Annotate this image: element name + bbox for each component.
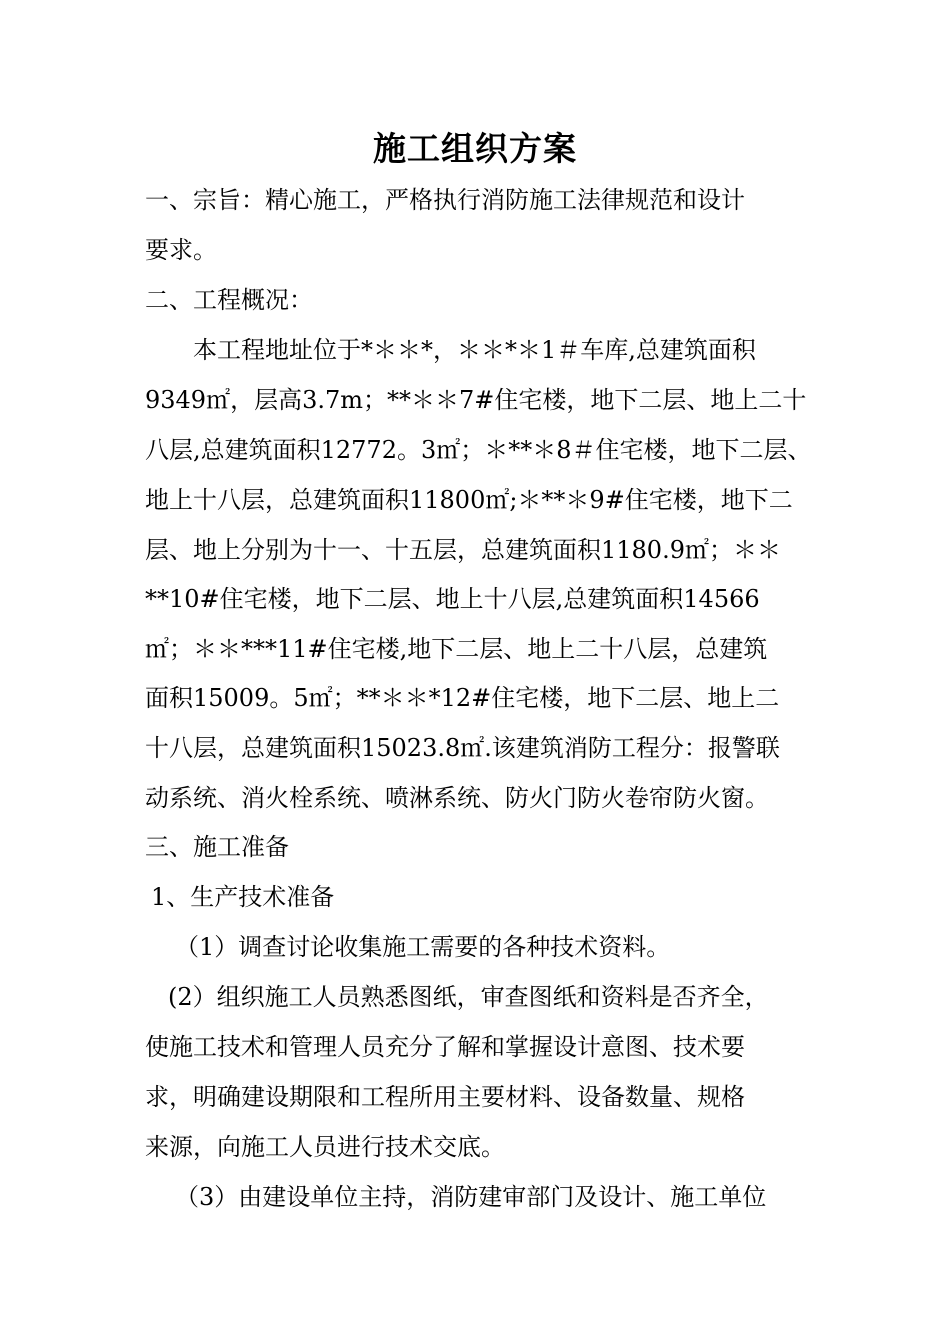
text-line: 十八层，总建筑面积15023.8㎡.该建筑消防工程分：报警联 [145, 734, 780, 762]
section-heading: 二、工程概况： [145, 286, 313, 314]
text-line: 求，明确建设期限和工程所用主要材料、设备数量、规格 [145, 1083, 745, 1111]
text-line: （3）由建设单位主持，消防建审部门及设计、施工单位 [175, 1183, 767, 1211]
text-line: **10#住宅楼，地下二层、地上十八层,总建筑面积14566 [145, 585, 760, 613]
text-line: 地上十八层，总建筑面积11800㎡;＊**＊9#住宅楼，地下二 [145, 486, 793, 514]
text-line: (2）组织施工人员熟悉图纸，审查图纸和资料是否齐全， [168, 983, 769, 1011]
section-heading: 三、施工准备 [145, 833, 289, 861]
text-line: 动系统、消火栓系统、喷淋系统、防火门防火卷帘防火窗。 [145, 784, 769, 812]
text-line: 层、地上分别为十一、十五层，总建筑面积1180.9㎡；＊＊ [145, 536, 781, 564]
text-line: 一、宗旨：精心施工，严格执行消防施工法律规范和设计 [145, 186, 745, 214]
text-line: （1）调查讨论收集施工需要的各种技术资料。 [175, 933, 671, 961]
text-line: 9349㎡，层高3.7m；**＊＊7#住宅楼，地下二层、地上二十 [145, 386, 807, 414]
text-line: 使施工技术和管理人员充分了解和掌握设计意图、技术要 [145, 1033, 745, 1061]
text-line: 面积15009。5㎡；**＊＊*12#住宅楼，地下二层、地上二 [145, 684, 780, 712]
document-title: 施工组织方案 [373, 129, 577, 168]
text-line: 本工程地址位于*＊＊*，＊＊*＊1＃车库,总建筑面积 [193, 336, 756, 364]
subsection-heading: 1、生产技术准备 [151, 883, 335, 911]
text-line: 要求。 [145, 236, 217, 264]
text-line: 来源，向施工人员进行技术交底。 [145, 1133, 505, 1161]
text-line: ㎡；＊＊***11#住宅楼,地下二层、地上二十八层，总建筑 [145, 635, 768, 663]
text-line: 八层,总建筑面积12772。3㎡；＊**＊8＃住宅楼，地下二层、 [145, 436, 812, 464]
